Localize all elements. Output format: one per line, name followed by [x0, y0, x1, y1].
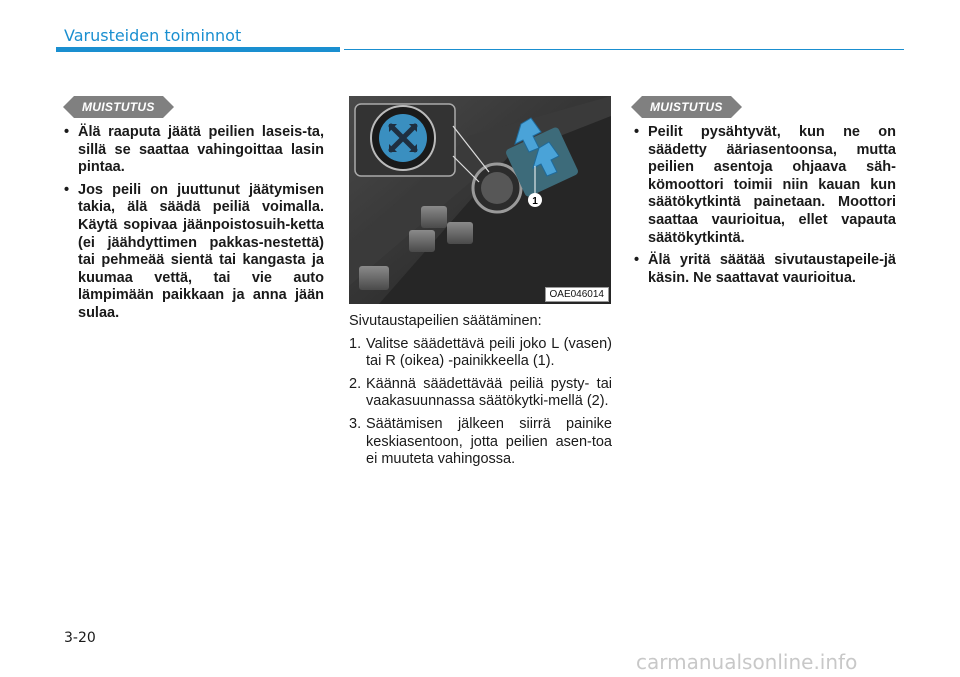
caution-badge-right: MUISTUTUS: [642, 96, 731, 118]
callout-number: 1: [532, 196, 538, 207]
caution-badge-left: MUISTUTUS: [74, 96, 163, 118]
step-item: 3. Säätämisen jälkeen siirrä painike keskiasentoon, jotta peilien asen-toa ei muuteta vahingossa.: [349, 415, 612, 468]
right-bullet-2: • Älä yritä säätää sivutaustapeile-jä käsin. Ne saattavat vaurioitua.: [634, 252, 896, 287]
left-bullet-2: • Jos peili on juuttunut jäätymisen takia, älä säädä peiliä voimalla. Käytä sopivaa jäänpoistosuih-ketta (ei jäähdyttimen pakkas-nestettä) tai pehmeää sientä tai kangasta ja kuumaa vettä, tai vie auto lämpimään paikkaan ja anna jään sulaa.: [64, 182, 324, 323]
left-column: [64, 124, 324, 328]
door-panel-illustration: [349, 96, 611, 304]
watermark: carmanualsonline.info: [636, 650, 858, 674]
left-bullet-list: [64, 124, 324, 323]
step-item: 1. Valitse säädettävä peili joko L (vasen) tai R (oikea) -painikkeella (1).: [349, 335, 612, 370]
right-column: [634, 124, 896, 292]
right-bullet-list: [634, 124, 896, 287]
intro-text: Sivutaustapeilien säätäminen:: [349, 313, 542, 329]
left-bullet-1: • Älä raaputa jäätä peilien laseis-ta, sillä se saattaa vahingoittaa lasin pintaa.: [64, 124, 324, 177]
mirror-switch-figure: [349, 96, 611, 304]
header-rule-thick: [56, 47, 340, 52]
right-bullet-1: • Peilit pysähtyvät, kun ne on säädetty ääriasentoonsa, mutta peilien asentoja ohjaava säh-kömoottori toimii niin kauan kun säätökytkintä painetaan. Moottori saattaa vaurioitua, ellet vapauta säätökytkintä.: [634, 124, 896, 247]
header-rule-thin: [344, 49, 904, 50]
section-title: Varusteiden toiminnot: [64, 26, 242, 45]
figure-code: OAE046014: [545, 287, 610, 302]
step-item: 2. Käännä säädettävää peiliä pysty- tai vaakasuunnassa säätökytki-mellä (2).: [349, 375, 612, 410]
steps-list: [349, 336, 612, 469]
middle-column: [349, 313, 612, 474]
page-number: 3-20: [64, 630, 96, 646]
